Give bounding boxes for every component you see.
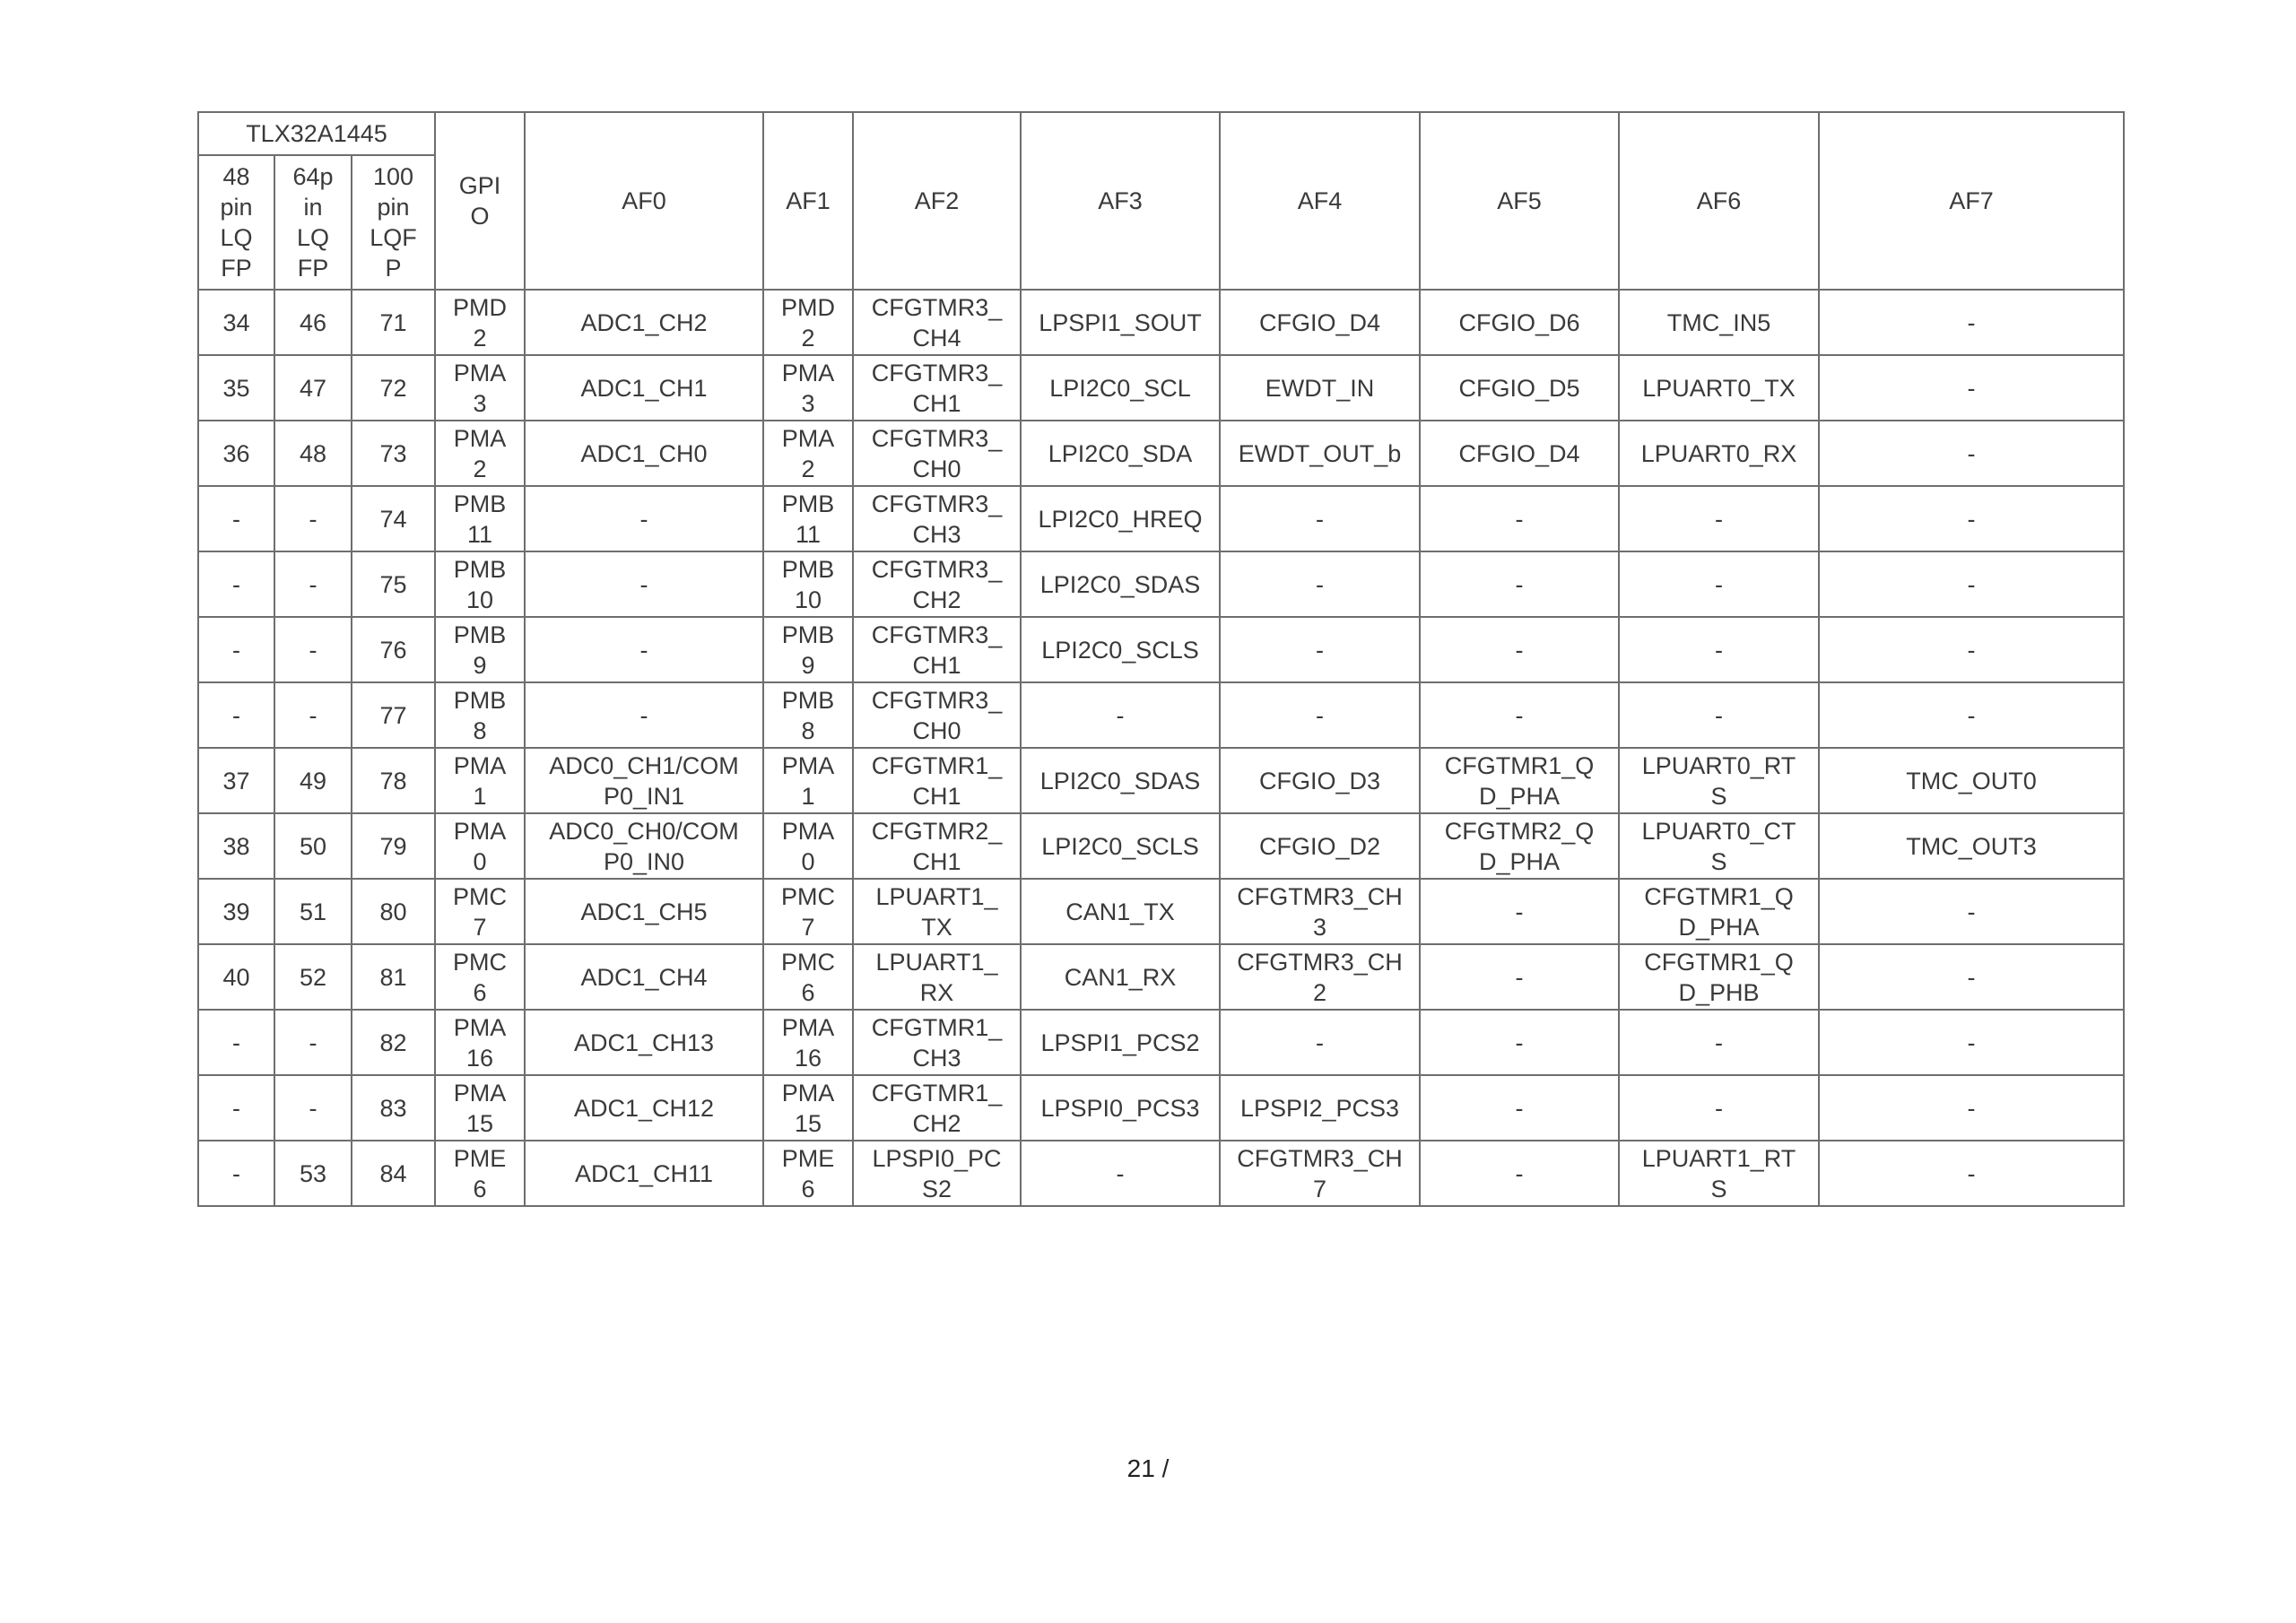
table-cell: - (1619, 486, 1819, 551)
table-cell: - (274, 551, 352, 617)
table-cell: - (1021, 1141, 1220, 1206)
table-cell: - (198, 551, 274, 617)
table-cell: PMC 7 (435, 879, 525, 944)
table-cell: - (1220, 682, 1420, 748)
table-cell: 72 (352, 355, 435, 421)
table-cell: - (1819, 551, 2124, 617)
table-cell: PMB 11 (763, 486, 853, 551)
table-cell: PMA 3 (435, 355, 525, 421)
table-cell: 52 (274, 944, 352, 1010)
table-row (198, 944, 2124, 1010)
table-cell: PMC 6 (763, 944, 853, 1010)
table-cell: ADC0_CH1/COM P0_IN1 (525, 748, 763, 813)
table-cell: - (1619, 617, 1819, 682)
table-cell: LPI2C0_SDA (1021, 421, 1220, 486)
table-cell: - (1619, 1075, 1819, 1141)
table-cell: - (274, 617, 352, 682)
table-cell: LPUART0_TX (1619, 355, 1819, 421)
table-cell: 71 (352, 290, 435, 355)
table-cell: ADC0_CH0/COM P0_IN0 (525, 813, 763, 879)
table-cell: PMB 8 (763, 682, 853, 748)
table-cell: CFGIO_D4 (1220, 290, 1420, 355)
table-cell: 81 (352, 944, 435, 1010)
table-cell: 53 (274, 1141, 352, 1206)
table-cell: LPSPI2_PCS3 (1220, 1075, 1420, 1141)
table-cell: CFGTMR3_CH 7 (1220, 1141, 1420, 1206)
table-cell: LPSPI0_PC S2 (853, 1141, 1021, 1206)
table-row (198, 551, 2124, 617)
table-cell: LPSPI1_PCS2 (1021, 1010, 1220, 1075)
table-cell: - (1619, 1010, 1819, 1075)
table-cell: 46 (274, 290, 352, 355)
table-cell: LPI2C0_HREQ (1021, 486, 1220, 551)
column-header: AF4 (1220, 112, 1420, 290)
table-row (198, 421, 2124, 486)
table-cell: 78 (352, 748, 435, 813)
table-cell: LPUART0_RX (1619, 421, 1819, 486)
pin-mux-table (197, 111, 2125, 1207)
table-cell: 40 (198, 944, 274, 1010)
table-cell: ADC1_CH4 (525, 944, 763, 1010)
table-cell: CFGIO_D4 (1420, 421, 1619, 486)
table-cell: - (1420, 879, 1619, 944)
table-cell: CFGTMR1_ CH3 (853, 1010, 1021, 1075)
column-header: 48 pin LQ FP (198, 155, 274, 290)
column-header: 100 pin LQF P (352, 155, 435, 290)
table-cell: CFGTMR3_ CH3 (853, 486, 1021, 551)
table-cell: - (1420, 486, 1619, 551)
table-cell: 77 (352, 682, 435, 748)
table-cell: TMC_OUT3 (1819, 813, 2124, 879)
table-cell: 39 (198, 879, 274, 944)
table-cell: PMA 3 (763, 355, 853, 421)
column-header: AF2 (853, 112, 1021, 290)
table-cell: CFGTMR3_CH 2 (1220, 944, 1420, 1010)
table-cell: LPSPI0_PCS3 (1021, 1075, 1220, 1141)
table-row (198, 1075, 2124, 1141)
column-header: AF7 (1819, 112, 2124, 290)
table-cell: LPI2C0_SDAS (1021, 748, 1220, 813)
table-cell: - (274, 682, 352, 748)
table-cell: 79 (352, 813, 435, 879)
table-cell: - (274, 1075, 352, 1141)
table-cell: PMA 0 (763, 813, 853, 879)
table-cell: CFGTMR3_ CH2 (853, 551, 1021, 617)
table-cell: PMA 1 (435, 748, 525, 813)
table-cell: EWDT_OUT_b (1220, 421, 1420, 486)
table-cell: ADC1_CH5 (525, 879, 763, 944)
table-cell: - (1819, 486, 2124, 551)
device-header: TLX32A1445 (198, 112, 435, 155)
table-cell: - (198, 682, 274, 748)
table-cell: PMB 9 (763, 617, 853, 682)
table-cell: PMB 10 (435, 551, 525, 617)
table-cell: TMC_OUT0 (1819, 748, 2124, 813)
table-cell: CFGIO_D5 (1420, 355, 1619, 421)
table-cell: 34 (198, 290, 274, 355)
table-cell: - (525, 551, 763, 617)
table-cell: 51 (274, 879, 352, 944)
table-cell: PMA 16 (435, 1010, 525, 1075)
column-header: AF6 (1619, 112, 1819, 290)
table-cell: CFGTMR1_ CH2 (853, 1075, 1021, 1141)
table-cell: 76 (352, 617, 435, 682)
table-cell: PMB 11 (435, 486, 525, 551)
table-cell: ADC1_CH0 (525, 421, 763, 486)
table-cell: PMB 8 (435, 682, 525, 748)
table-cell: - (525, 617, 763, 682)
table-cell: - (198, 1075, 274, 1141)
table-body (198, 112, 2124, 1206)
table-cell: - (198, 486, 274, 551)
column-header: AF5 (1420, 112, 1619, 290)
table-cell: LPI2C0_SDAS (1021, 551, 1220, 617)
table-cell: PMA 16 (763, 1010, 853, 1075)
table-cell: - (1220, 617, 1420, 682)
table-cell: CFGTMR1_Q D_PHA (1420, 748, 1619, 813)
header-group-row (198, 112, 2124, 155)
table-cell: LPI2C0_SCLS (1021, 617, 1220, 682)
table-cell: 48 (274, 421, 352, 486)
table-cell: - (1220, 486, 1420, 551)
table-row (198, 1010, 2124, 1075)
table-cell: 73 (352, 421, 435, 486)
table-cell: PMD 2 (763, 290, 853, 355)
table-cell: PMD 2 (435, 290, 525, 355)
table-cell: PME 6 (435, 1141, 525, 1206)
table-cell: CFGIO_D3 (1220, 748, 1420, 813)
table-cell: - (1819, 1010, 2124, 1075)
table-row (198, 879, 2124, 944)
table-cell: LPI2C0_SCL (1021, 355, 1220, 421)
table-cell: 36 (198, 421, 274, 486)
table-cell: - (525, 682, 763, 748)
table-cell: ADC1_CH12 (525, 1075, 763, 1141)
table-cell: CFGTMR1_ CH1 (853, 748, 1021, 813)
table-cell: 82 (352, 1010, 435, 1075)
table-cell: - (1819, 1141, 2124, 1206)
table-cell: LPI2C0_SCLS (1021, 813, 1220, 879)
table-cell: - (1819, 944, 2124, 1010)
table-cell: ADC1_CH13 (525, 1010, 763, 1075)
table-cell: CFGTMR2_Q D_PHA (1420, 813, 1619, 879)
column-header: AF3 (1021, 112, 1220, 290)
table-cell: 49 (274, 748, 352, 813)
table-row (198, 1141, 2124, 1206)
table-cell: - (1420, 1010, 1619, 1075)
table-cell: LPUART1_ RX (853, 944, 1021, 1010)
table-cell: - (1819, 879, 2124, 944)
column-header: 64p in LQ FP (274, 155, 352, 290)
table-cell: CFGTMR3_ CH4 (853, 290, 1021, 355)
table-cell: LPUART1_ TX (853, 879, 1021, 944)
table-cell: PMA 15 (435, 1075, 525, 1141)
table-cell: 83 (352, 1075, 435, 1141)
table-cell: 37 (198, 748, 274, 813)
table-cell: - (1220, 551, 1420, 617)
table-cell: CFGIO_D2 (1220, 813, 1420, 879)
table-cell: PMB 9 (435, 617, 525, 682)
table-cell: CAN1_TX (1021, 879, 1220, 944)
table-cell: CFGIO_D6 (1420, 290, 1619, 355)
table-cell: - (274, 1010, 352, 1075)
column-header: GPI O (435, 112, 525, 290)
table-cell: ADC1_CH1 (525, 355, 763, 421)
table-cell: 74 (352, 486, 435, 551)
table-cell: TMC_IN5 (1619, 290, 1819, 355)
table-cell: CFGTMR1_Q D_PHA (1619, 879, 1819, 944)
table-cell: CFGTMR3_ CH0 (853, 421, 1021, 486)
table-row (198, 290, 2124, 355)
table-cell: ADC1_CH2 (525, 290, 763, 355)
table-cell: CFGTMR3_CH 3 (1220, 879, 1420, 944)
table-cell: - (1819, 290, 2124, 355)
table-cell: 84 (352, 1141, 435, 1206)
table-cell: - (198, 1010, 274, 1075)
table-cell: EWDT_IN (1220, 355, 1420, 421)
table-row (198, 813, 2124, 879)
table-cell: CFGTMR3_ CH1 (853, 355, 1021, 421)
page-number: 21 / (1126, 1454, 1170, 1482)
table-cell: ADC1_CH11 (525, 1141, 763, 1206)
table-cell: PMA 0 (435, 813, 525, 879)
table-cell: - (1819, 421, 2124, 486)
table-cell: - (1420, 944, 1619, 1010)
table-row (198, 486, 2124, 551)
table-cell: 50 (274, 813, 352, 879)
table-cell: PMA 2 (435, 421, 525, 486)
table-cell: CFGTMR3_ CH1 (853, 617, 1021, 682)
column-header: AF1 (763, 112, 853, 290)
table-cell: PMA 1 (763, 748, 853, 813)
table-cell: - (1819, 1075, 2124, 1141)
column-header: AF0 (525, 112, 763, 290)
table-row (198, 682, 2124, 748)
table-cell: - (198, 1141, 274, 1206)
table-cell: CFGTMR1_Q D_PHB (1619, 944, 1819, 1010)
table-cell: - (1819, 682, 2124, 748)
table-row (198, 355, 2124, 421)
table-row (198, 748, 2124, 813)
table-cell: PME 6 (763, 1141, 853, 1206)
table-cell: LPUART0_CT S (1619, 813, 1819, 879)
table-cell: 47 (274, 355, 352, 421)
table-cell: 35 (198, 355, 274, 421)
table-cell: PMC 6 (435, 944, 525, 1010)
table-row (198, 617, 2124, 682)
table-cell: PMB 10 (763, 551, 853, 617)
table-cell: 38 (198, 813, 274, 879)
table-cell: - (1819, 355, 2124, 421)
table-cell: CFGTMR3_ CH0 (853, 682, 1021, 748)
table-cell: CAN1_RX (1021, 944, 1220, 1010)
table-cell: - (1420, 551, 1619, 617)
table-cell: PMA 2 (763, 421, 853, 486)
table-cell: - (1021, 682, 1220, 748)
table-cell: - (1420, 1075, 1619, 1141)
table-cell: 75 (352, 551, 435, 617)
table-cell: - (1420, 1141, 1619, 1206)
table-cell: - (1220, 1010, 1420, 1075)
table-cell: - (1420, 617, 1619, 682)
table-cell: - (1420, 682, 1619, 748)
table-cell: LPUART1_RT S (1619, 1141, 1819, 1206)
table-cell: - (274, 486, 352, 551)
table-cell: PMC 7 (763, 879, 853, 944)
table-cell: - (1619, 682, 1819, 748)
table-cell: LPSPI1_SOUT (1021, 290, 1220, 355)
table-cell: PMA 15 (763, 1075, 853, 1141)
table-cell: CFGTMR2_ CH1 (853, 813, 1021, 879)
table-cell: LPUART0_RT S (1619, 748, 1819, 813)
table-cell: - (1619, 551, 1819, 617)
table-cell: - (1819, 617, 2124, 682)
table-cell: 80 (352, 879, 435, 944)
table-cell: - (198, 617, 274, 682)
table-cell: - (525, 486, 763, 551)
